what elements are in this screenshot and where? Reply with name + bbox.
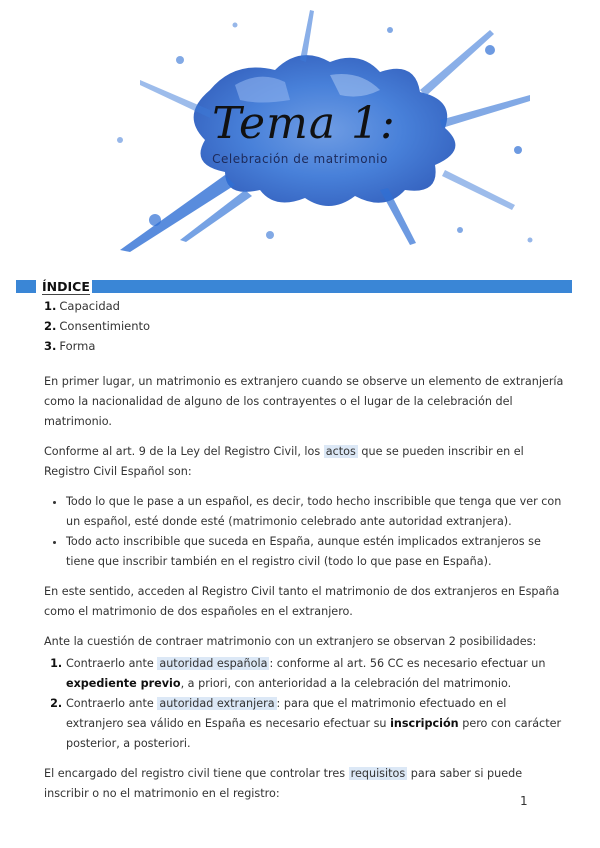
toc-item-number: 1. <box>44 299 57 313</box>
paragraph-text: Conforme al art. 9 de la Ley del Registro Civil, los <box>44 445 324 458</box>
toc-item-label: Forma <box>59 339 96 353</box>
list-text: , a priori, con anterioridad a la celebración del matrimonio. <box>180 677 512 690</box>
paragraph-intro: En primer lugar, un matrimonio es extranjero cuando se observe un elemento de extranjería como la nacionalidad de alguno de los contrayentes o el lugar de la celebración del matrimonio. <box>44 375 564 428</box>
index-heading: ÍNDICE <box>42 279 90 294</box>
paragraph-text: El encargado del registro civil tiene que controlar tres <box>44 767 349 780</box>
list-text: Contraerlo ante <box>66 697 158 710</box>
paragraph-registro <box>44 442 564 482</box>
toc-item-number: 2. <box>44 319 57 333</box>
list-text: Contraerlo ante <box>66 657 158 670</box>
paragraph-text: para saber si puede inscribir o no el matrimonio en el registro: <box>44 767 523 800</box>
toc-item-number: 3. <box>44 339 57 353</box>
paragraph-acceso: En este sentido, acceden al Registro Civil tanto el matrimonio de dos extranjeros en España como el matrimonio de dos españoles en el extranjero. <box>44 585 560 618</box>
document-subtitle: Celebración de matrimonio <box>212 152 388 166</box>
toc-item-label: Consentimiento <box>59 319 151 333</box>
bold-inscripcion: inscripción <box>390 717 459 730</box>
toc-item <box>44 296 150 316</box>
list-text: : conforme al art. 56 CC es necesario efectuar un <box>269 657 546 670</box>
index-heading-bar <box>16 279 572 294</box>
list-text: pero con carácter posterior, a posteriori. <box>66 717 562 750</box>
list-item: • Todo lo que le pase a un español, es decir, todo hecho inscribible que tenga que ver con un español, esté donde esté (matrimonio celebrado ante autoridad extranjera). <box>66 492 564 532</box>
highlight-autoridad-espanola: autoridad española <box>159 657 268 670</box>
document-title: Tema 1: <box>212 98 396 149</box>
list-item <box>66 694 564 754</box>
document-body <box>44 372 564 814</box>
index-bar-left-segment <box>16 280 36 293</box>
highlight-requisitos: requisitos <box>350 767 406 780</box>
page-number: 1 <box>520 794 528 808</box>
highlight-actos: actos <box>325 445 356 458</box>
toc-item <box>44 316 150 336</box>
paragraph-text: que se pueden inscribir en el Registro Civil Español son: <box>44 445 524 478</box>
list-item: • Todo acto inscribible que suceda en España, aunque estén implicados extranjeros se tiene que inscribir también en el registro civil (todo lo que pase en España). <box>66 532 564 572</box>
bold-expediente-previo: expediente previo <box>66 677 181 690</box>
index-bar-right-segment <box>92 280 572 293</box>
paragraph-requisitos <box>44 764 564 804</box>
list-text: : para que el matrimonio efectuado en el extranjero sea válido en España es necesario efectuar su <box>66 697 507 730</box>
toc-item-label: Capacidad <box>59 299 120 313</box>
numbered-list <box>44 654 564 754</box>
list-item <box>66 654 564 694</box>
highlight-autoridad-extranjera: autoridad extranjera <box>159 697 275 710</box>
toc-item <box>44 336 150 356</box>
table-of-contents <box>44 296 150 356</box>
paragraph-posibilidades: Ante la cuestión de contraer matrimonio con un extranjero se observan 2 posibilidades: <box>44 635 537 648</box>
bullet-list <box>44 492 564 572</box>
